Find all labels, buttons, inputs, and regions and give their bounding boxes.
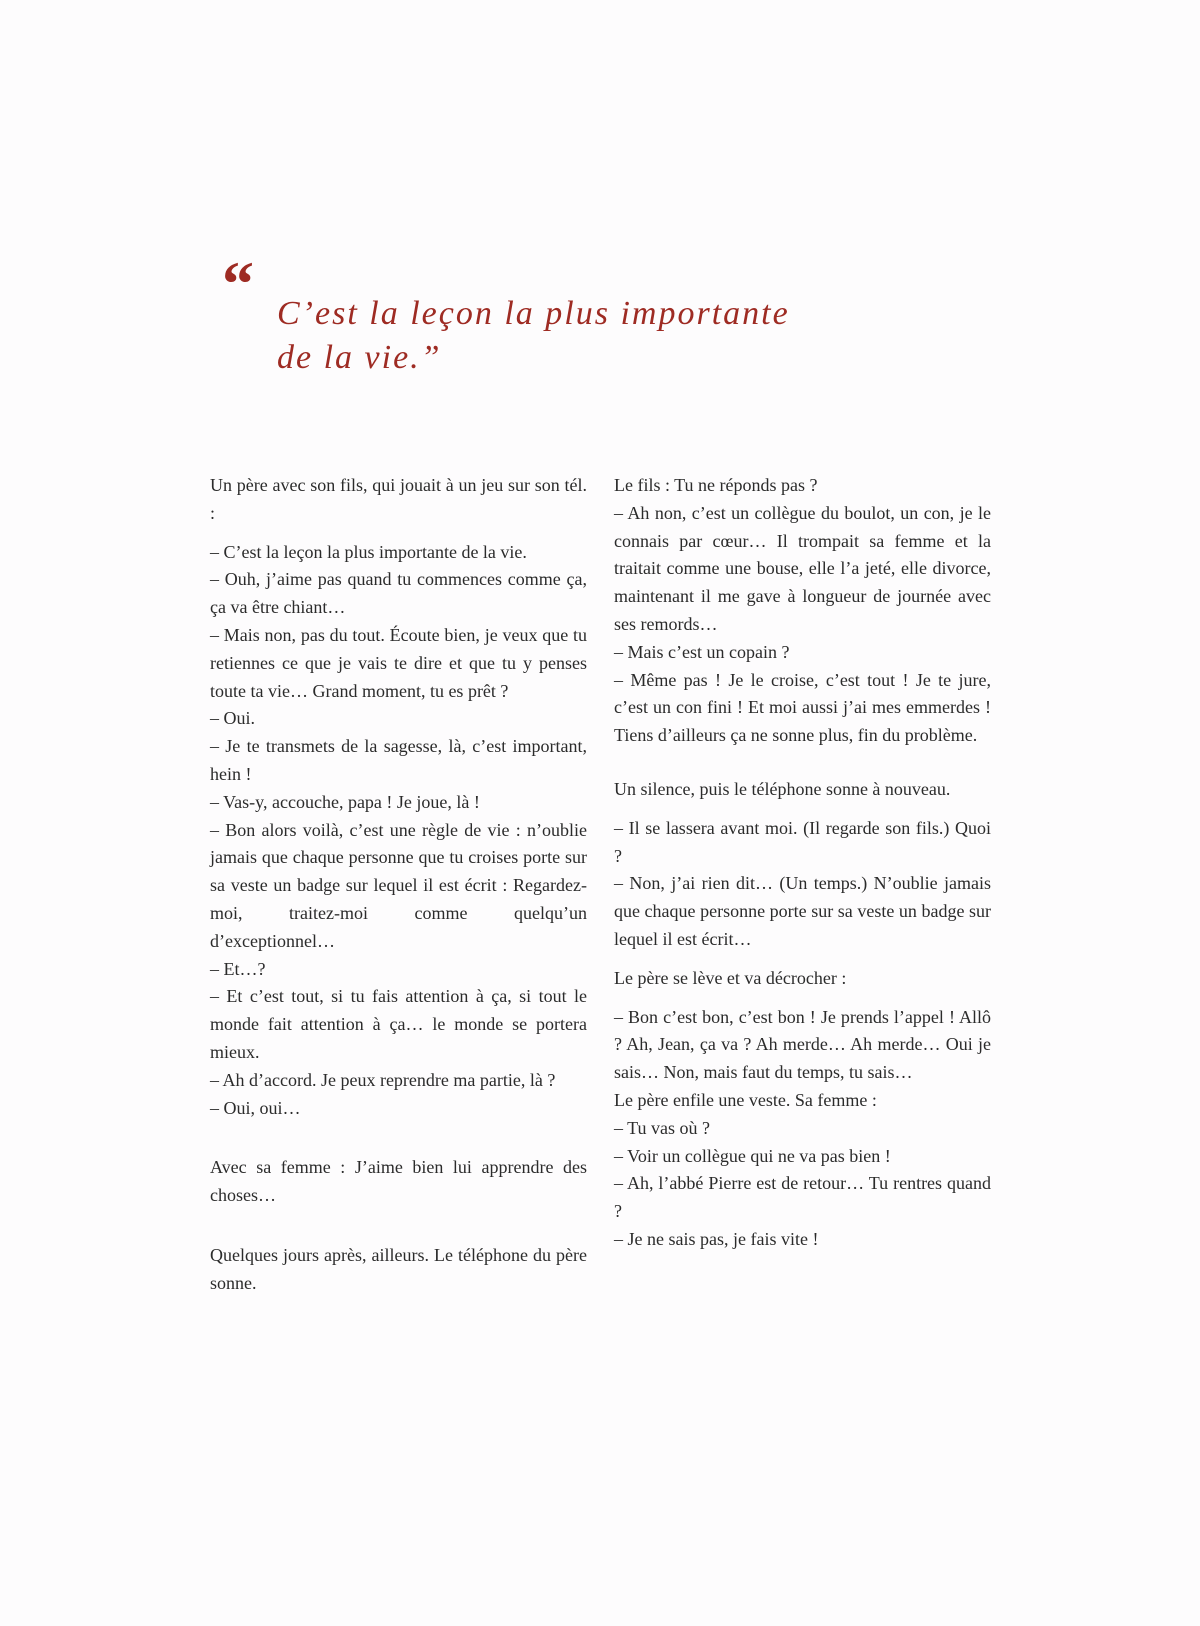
paragraph: – Je ne sais pas, je fais vite ! [614, 1228, 819, 1249]
pull-quote-line-1: C’est la leçon la plus importante [277, 295, 790, 332]
left-column [210, 472, 587, 1298]
paragraph: – Et c’est tout, si tu fais attention à ça, si tout le monde fait attention à ça… le monde se portera mieux. [210, 986, 587, 1062]
paragraph: – Vas-y, accouche, papa ! Je joue, là ! [210, 791, 480, 812]
pull-quote-line-2: de la vie.” [277, 339, 442, 376]
paragraph: – Mais c’est un copain ? [614, 641, 790, 662]
paragraph: – Mais non, pas du tout. Écoute bien, je veux que tu retiennes ce que je vais te dire et que tu y penses toute ta vie… Grand moment, tu es prêt ? [210, 624, 587, 701]
paragraph: Le fils : Tu ne réponds pas ? [614, 475, 818, 495]
paragraph: – Oui. [210, 708, 255, 729]
paragraph: – Tu vas où ? [614, 1117, 711, 1138]
paragraph: – Et…? [210, 958, 266, 979]
paragraph: – Ah, l’abbé Pierre est de retour… Tu rentres quand ? [614, 1173, 991, 1222]
paragraph: – Oui, oui… [210, 1097, 301, 1118]
paragraph: Un silence, puis le téléphone sonne à nouveau. [614, 778, 951, 799]
paragraph: Le père se lève et va décrocher : [614, 967, 847, 988]
paragraph: Un père avec son fils, qui jouait à un jeu sur son tél. : [210, 475, 587, 523]
paragraph: Avec sa femme : J’aime bien lui apprendre des choses… [210, 1157, 587, 1206]
paragraph: – Il se lassera avant moi. (Il regarde son fils.) Quoi ? [614, 817, 991, 866]
paragraph: – Ah d’accord. Je peux reprendre ma partie, là ? [210, 1069, 556, 1090]
paragraph: – C’est la leçon la plus importante de la vie. [210, 541, 527, 562]
paragraph: Le père enfile une veste. Sa femme : [614, 1089, 877, 1110]
quote-mark: “ [222, 248, 254, 319]
pull-quote [277, 292, 790, 380]
paragraph: – Voir un collègue qui ne va pas bien ! [614, 1145, 891, 1166]
paragraph: – Même pas ! Je le croise, c’est tout ! Je te jure, c’est un con fini ! Et moi aussi j’ai mes emmerdes ! Tiens d’ailleurs ça ne sonne plus, fin du problème. [614, 669, 991, 746]
paragraph: – Non, j’ai rien dit… (Un temps.) N’oublie jamais que chaque personne porte sur sa veste un badge sur lequel il est écrit… [614, 873, 991, 949]
paragraph: – Bon c’est bon, c’est bon ! Je prends l’appel ! Allô ? Ah, Jean, ça va ? Ah merde… Ah merde… Oui je sais… Non, mais faut du temps, tu sais… [614, 1006, 991, 1083]
paragraph: – Bon alors voilà, c’est une règle de vie : n’oublie jamais que chaque personne que tu croises porte sur sa veste un badge sur lequel il est écrit : Regardez-moi, traitez-moi comme quelqu’un d’exceptionnel… [210, 819, 587, 951]
right-column [614, 472, 991, 1254]
paragraph: Quelques jours après, ailleurs. Le téléphone du père sonne. [210, 1244, 587, 1293]
paragraph: – Ouh, j’aime pas quand tu commences comme ça, ça va être chiant… [210, 569, 587, 618]
paragraph: – Je te transmets de la sagesse, là, c’est important, hein ! [210, 736, 587, 784]
paragraph: – Ah non, c’est un collègue du boulot, un con, je le connais par cœur… Il trompait sa femme et la traitait comme une bouse, elle l’a jeté, elle divorce, maintenant il me gave à longueur de journée avec ses remords… [614, 502, 991, 634]
